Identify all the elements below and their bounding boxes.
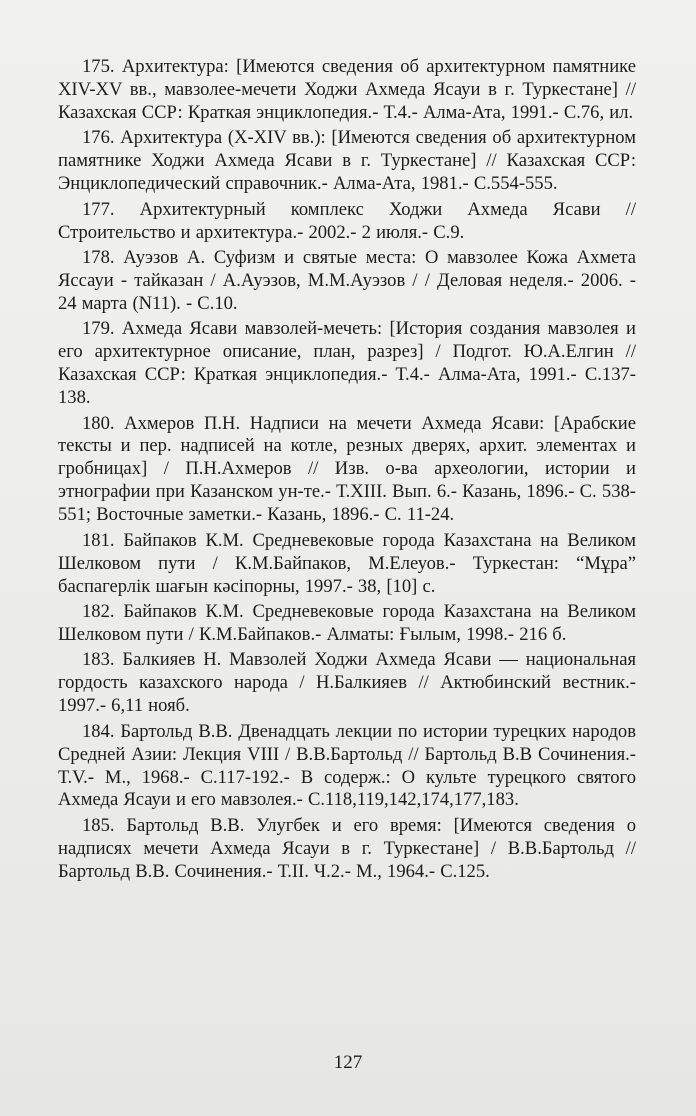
bibliography-list: [58, 56, 636, 886]
bibliography-entry-175: 175. Архитектура: [Имеются сведения об архитектурном памятнике XIV-XV вв., мавзолее-мечети Ходжи Ахмеда Ясауи в г. Туркестане] // Казахская ССР: Краткая энциклопедия.- Т.4.- Алма-Ата, 1991.- С.76, ил.: [58, 56, 636, 123]
bibliography-entry-177: 177. Архитектурный комплекс Ходжи Ахмеда Ясави // Строительство и архитектура.- 2002.- 2 июля.- С.9.: [58, 198, 636, 243]
bibliography-entry-181: 181. Байпаков К.М. Средневековые города Казахстана на Великом Шелковом пути / К.М.Байпаков, М.Елеуов.- Туркестан: “Мұра” баспагерлік шағын кәсіпорны, 1997.- 38, [10] с.: [58, 529, 636, 597]
bibliography-entry-183: 183. Балкияев Н. Мавзолей Ходжи Ахмеда Ясави — национальная гордость казахского народа / Н.Балкияев // Актюбинский вестник.- 1997.- 6,11 нояб.: [58, 649, 636, 717]
bibliography-entry-179: 179. Ахмеда Ясави мавзолей-мечеть: [История создания мавзолея и его архитектурное описание, план, разрез] / Подгот. Ю.А.Елгин // Казахская ССР: Краткая энциклопедия.- Т.4.- Алма-Ата, 1991.- С.137-138.: [58, 318, 636, 409]
bibliography-entry-176: 176. Архитектура (X-XIV вв.): [Имеются сведения об архитектурном памятнике Ходжи Ахмеда Ясави в г. Туркестане] // Казахская ССР: Энциклопедический справочник.- Алма-Ата, 1981.- С.554-555.: [58, 127, 636, 195]
bibliography-entry-184: 184. Бартольд В.В. Двенадцать лекции по истории турецких народов Средней Азии: Лекция VIII / В.В.Бартольд // Бартольд В.В Сочинения.- Т.V.- М., 1968.- С.117-192.- В содерж.: О культе турецкого святого Ахмеда Ясауи и его мавзолея.- С.118,119,142,174,177,183.: [58, 720, 636, 811]
bibliography-entry-185: 185. Бартольд В.В. Улугбек и его время: [Имеются сведения о надписях мечети Ахмеда Ясауи в г. Туркестане] / В.В.Бартольд // Бартольд В.В. Сочинения.- Т.II. Ч.2.- М., 1964.- С.125.: [58, 814, 636, 882]
bibliography-entry-182: 182. Байпаков К.М. Средневековые города Казахстана на Великом Шелковом пути / К.М.Байпаков.- Алматы: Ғылым, 1998.- 216 б.: [58, 601, 636, 645]
page-number: 127: [333, 1052, 363, 1073]
bibliography-entry-180: 180. Ахмеров П.Н. Надписи на мечети Ахмеда Ясави: [Арабские тексты и пер. надписей на котле, резных дверях, архит. элементах и гробницах] / П.Н.Ахмеров // Изв. о-ва археологии, истории и этнографии при Казанском ун-те.- Т.XIII. Вып. 6.- Казань, 1896.- С. 538-551; Восточные заметки.- Казань, 1896.- С. 11-24.: [58, 412, 636, 526]
bibliography-entry-178: 178. Ауэзов А. Суфизм и святые места: О мавзолее Кожа Ахмета Яссауи - тайказан / А.Ауэзов, М.М.Ауэзов / / Деловая неделя.- 2006. - 24 марта (N11). - С.10.: [58, 247, 636, 314]
